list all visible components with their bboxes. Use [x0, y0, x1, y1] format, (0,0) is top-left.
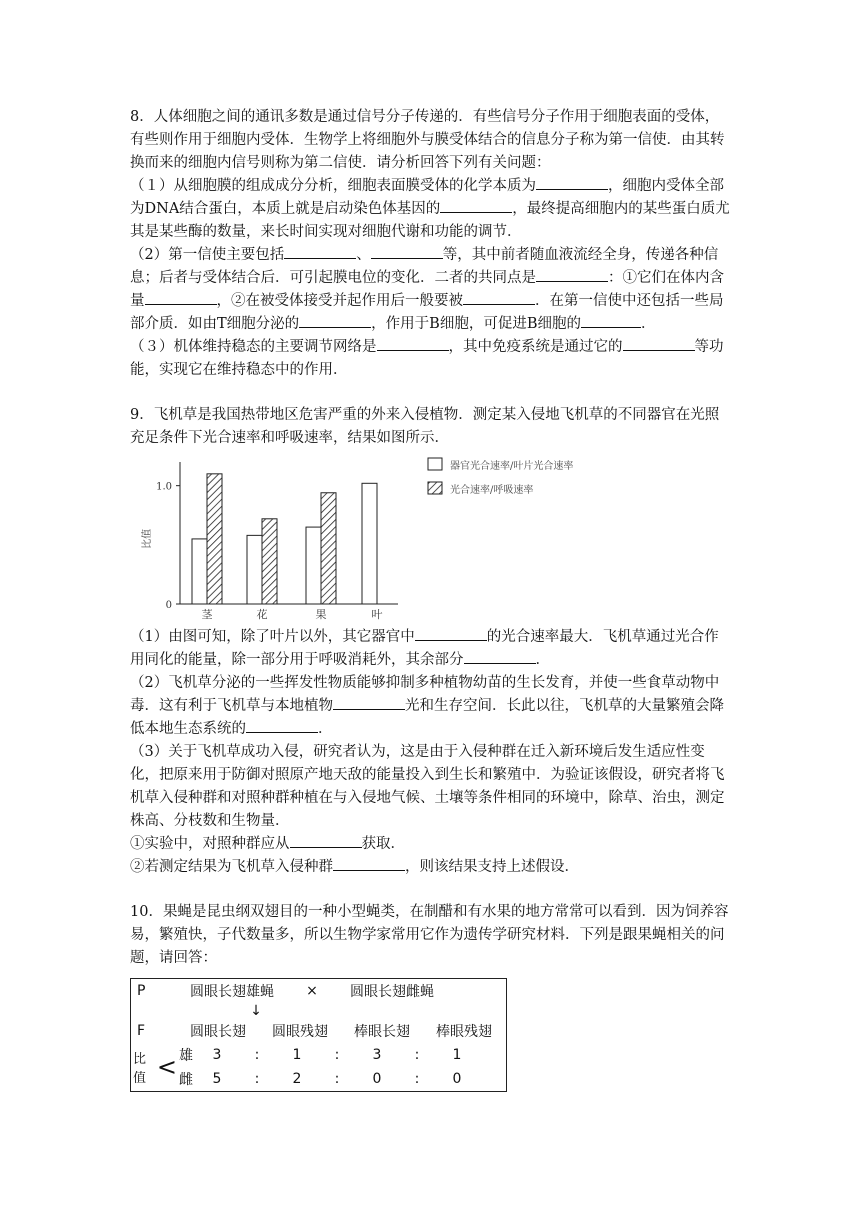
- female-value: 5: [212, 1071, 222, 1087]
- male-value: 1: [292, 1047, 302, 1063]
- bar-chart: [130, 456, 730, 626]
- legend-label: 光合速率/呼吸速率: [450, 485, 534, 496]
- female-value: 2: [292, 1071, 302, 1087]
- answer-blank[interactable]: [581, 313, 641, 328]
- q9-p2a: （2）飞机草分泌的一些挥发性物质能够抑制多种植物幼苗的生长发育，并使一些食草动物中毒．这有利于飞机草与本地植物: [130, 675, 720, 714]
- q9-s2a: ②若测定结果为飞机草入侵种群: [130, 859, 333, 875]
- bar-photo-resp-ratio: [321, 493, 336, 604]
- legend-swatch: [428, 482, 442, 494]
- table-row-parents: [131, 979, 506, 1003]
- table-row-female: [177, 1067, 479, 1091]
- bar-photo-resp-ratio: [262, 519, 277, 604]
- x-tick-label: 花: [256, 608, 268, 621]
- legend-swatch: [428, 458, 442, 470]
- chart-bars: [192, 474, 377, 604]
- q8-p2d: ：①它们在体内含量: [130, 270, 724, 309]
- bar-organ-ratio: [362, 483, 377, 604]
- ratio-label: 比值: [133, 1052, 147, 1086]
- male-value: 1: [452, 1047, 462, 1063]
- question-8: [130, 106, 730, 382]
- bar-organ-ratio: [247, 535, 262, 604]
- q8-p2a: （2）第一信使主要包括: [130, 247, 285, 263]
- q8-p2e: ，②在被受体接受并起作用后一般要被: [216, 293, 463, 309]
- male-label: 雄: [179, 1048, 193, 1064]
- answer-blank[interactable]: [464, 649, 536, 664]
- answer-blank[interactable]: [290, 833, 362, 848]
- table-ratio-block: [131, 1043, 506, 1091]
- q8-p1c: ，最终提高细胞内的某些蛋白质尤其是某些酶的数量，来长时间实现对细胞代谢和功能的调节．: [130, 201, 730, 240]
- q8-p1b: ，细胞内受体全部为DNA结合蛋白，本质上就是启动染色体基因的: [130, 178, 724, 217]
- q8-p2h: ．: [640, 316, 656, 332]
- q9-p2b: 光和生存空间．长此以往，飞机草的大量繁殖会降低本地生态系统的: [130, 698, 724, 737]
- x-tick-label: 果: [315, 608, 327, 621]
- answer-blank[interactable]: [440, 198, 512, 213]
- x-tick-label: 叶: [371, 608, 383, 621]
- ratio-separator: :: [414, 1071, 420, 1087]
- y-axis-label: 比值: [142, 528, 153, 549]
- male-value: 3: [372, 1047, 382, 1063]
- phenotype-1: 圆眼长翅: [190, 1024, 246, 1040]
- bar-organ-ratio: [306, 527, 321, 604]
- q8-p3c: 等功能，实现它在维持稳态中的作用．: [130, 339, 724, 378]
- question-10: [130, 901, 730, 1092]
- q8-p2c: 等，其中前者随血液流经全身，传递各种信息；后者与受体结合后．可引起膜电位的变化．二者的共同点是: [130, 247, 719, 286]
- answer-blank[interactable]: [536, 175, 608, 190]
- table-row-phenotypes: [131, 1019, 506, 1043]
- arrow-down-icon: ↓: [250, 1003, 262, 1019]
- answer-blank[interactable]: [145, 290, 217, 305]
- answer-blank[interactable]: [333, 856, 405, 871]
- q8-p3b: ，其中免疫系统是通过它的: [448, 339, 623, 355]
- table-row-arrow: [131, 1003, 506, 1019]
- phenotype-4: 棒眼残翅: [436, 1024, 492, 1040]
- q8-p1a: （１）从细胞膜的组成成分分析，细胞表面膜受体的化学本质为: [130, 178, 536, 194]
- ratio-separator: :: [334, 1071, 340, 1087]
- q9-part2: [130, 672, 730, 741]
- q9-s2b: ，则该结果支持上述假设．: [405, 859, 579, 875]
- answer-blank[interactable]: [371, 244, 443, 259]
- ratio-rows: [177, 1043, 479, 1091]
- q9-p1a: （1）由图可知，除了叶片以外，其它器官中: [130, 629, 415, 645]
- ratio-separator: :: [254, 1047, 260, 1063]
- q10-stem: 10．果蝇是昆虫纲双翅目的一种小型蝇类，在制醋和有水果的地方常常可以看到．因为饲养容易，繁殖快，子代数量多，所以生物学家常用它作为遗传学研究材料．下列是跟果蝇相关的问题，请回答：: [130, 904, 729, 966]
- answer-blank[interactable]: [246, 718, 318, 733]
- female-value: 0: [452, 1071, 462, 1087]
- q9-stem: 9．飞机草是我国热带地区危害严重的外来入侵植物．测定某入侵地飞机草的不同器官在光照充足条件下光合速率和呼吸速率，结果如图所示．: [130, 407, 720, 446]
- q8-part1: [130, 175, 730, 244]
- brace-icon: <: [156, 1053, 177, 1081]
- male-value: 3: [212, 1047, 222, 1063]
- ratio-separator: :: [334, 1047, 340, 1063]
- answer-blank[interactable]: [536, 267, 608, 282]
- answer-blank[interactable]: [415, 626, 487, 641]
- q9-p2c: ．: [318, 721, 333, 737]
- q8-p2b: 、: [356, 247, 371, 263]
- ratio-separator: :: [254, 1071, 260, 1087]
- q8-p2f: ．在第一信使中还包括一些局部介质．如由T细胞分泌的: [130, 293, 724, 332]
- q9-sub1: [130, 833, 730, 856]
- bar-organ-ratio: [192, 539, 207, 604]
- answer-blank[interactable]: [623, 336, 695, 351]
- y-tick-label: 1.0: [156, 481, 172, 493]
- table-row-male: [177, 1043, 479, 1067]
- q9-s1a: ①实验中，对照种群应从: [130, 836, 290, 852]
- female-value: 0: [372, 1071, 382, 1087]
- bar-photo-resp-ratio: [207, 474, 222, 604]
- answer-blank[interactable]: [284, 244, 356, 259]
- q8-p2g: ，作用于B细胞，可促进B细胞的: [371, 316, 581, 332]
- ratio-separator: :: [414, 1047, 420, 1063]
- chart-svg: [130, 456, 730, 626]
- phenotype-3: 棒眼长翅: [354, 1024, 410, 1040]
- female-parent: 圆眼长翅雌蝇: [350, 984, 434, 1000]
- q8-part2: [130, 244, 730, 336]
- q9-p1b: 的光合速率最大．飞机草通过光合作用同化的能量，除一部分用于呼吸消耗外，其余部分: [130, 629, 719, 668]
- x-tick-label: 茎: [201, 608, 213, 621]
- p-label: P: [137, 983, 146, 999]
- answer-blank[interactable]: [333, 695, 405, 710]
- q8-stem: 8．人体细胞之间的通讯多数是通过信号分子传递的．有些信号分子作用于细胞表面的受体，有些则作用于细胞内受体．生物学上将细胞外与膜受体结合的信息分子称为第一信使．由其转换而来的细胞内信号则称为第二信使．请分析回答下列有关问题：: [130, 109, 725, 171]
- y-tick-label: 0: [165, 600, 172, 611]
- genetics-cross-table: [130, 978, 507, 1092]
- phenotype-2: 圆眼残翅: [272, 1024, 328, 1040]
- q9-sub2: [130, 856, 730, 879]
- chart-legend: [428, 458, 573, 496]
- legend-label: 器官光合速率/叶片光合速率: [450, 461, 574, 472]
- f-label: F: [137, 1023, 146, 1039]
- question-9: [130, 404, 730, 879]
- page-content: [130, 0, 730, 1092]
- q9-s1b: 获取．: [361, 836, 405, 852]
- q9-part3: （3）关于飞机草成功入侵，研究者认为，这是由于入侵种群在迁入新环境后发生适应性变化，把原来用于防御对照原产地天敌的能量投入到生长和繁殖中．为验证该假设，研究者将飞机草入侵种群和对照种群种植在与入侵地气候、土壤等条件相同的环境中，除草、治虫，测定株高、分枝数和生物量．: [130, 744, 725, 829]
- answer-blank[interactable]: [299, 313, 371, 328]
- answer-blank[interactable]: [377, 336, 449, 351]
- answer-blank[interactable]: [463, 290, 535, 305]
- cross-symbol: ×: [306, 983, 318, 999]
- male-parent: 圆眼长翅雄蝇: [190, 984, 274, 1000]
- q8-p3a: （３）机体维持稳态的主要调节网络是: [130, 339, 377, 355]
- q8-part3: [130, 336, 730, 382]
- ratio-label-group: [131, 1043, 177, 1091]
- q9-p1c: ．: [535, 652, 550, 668]
- female-label: 雌: [179, 1072, 193, 1088]
- q9-part1: [130, 626, 730, 672]
